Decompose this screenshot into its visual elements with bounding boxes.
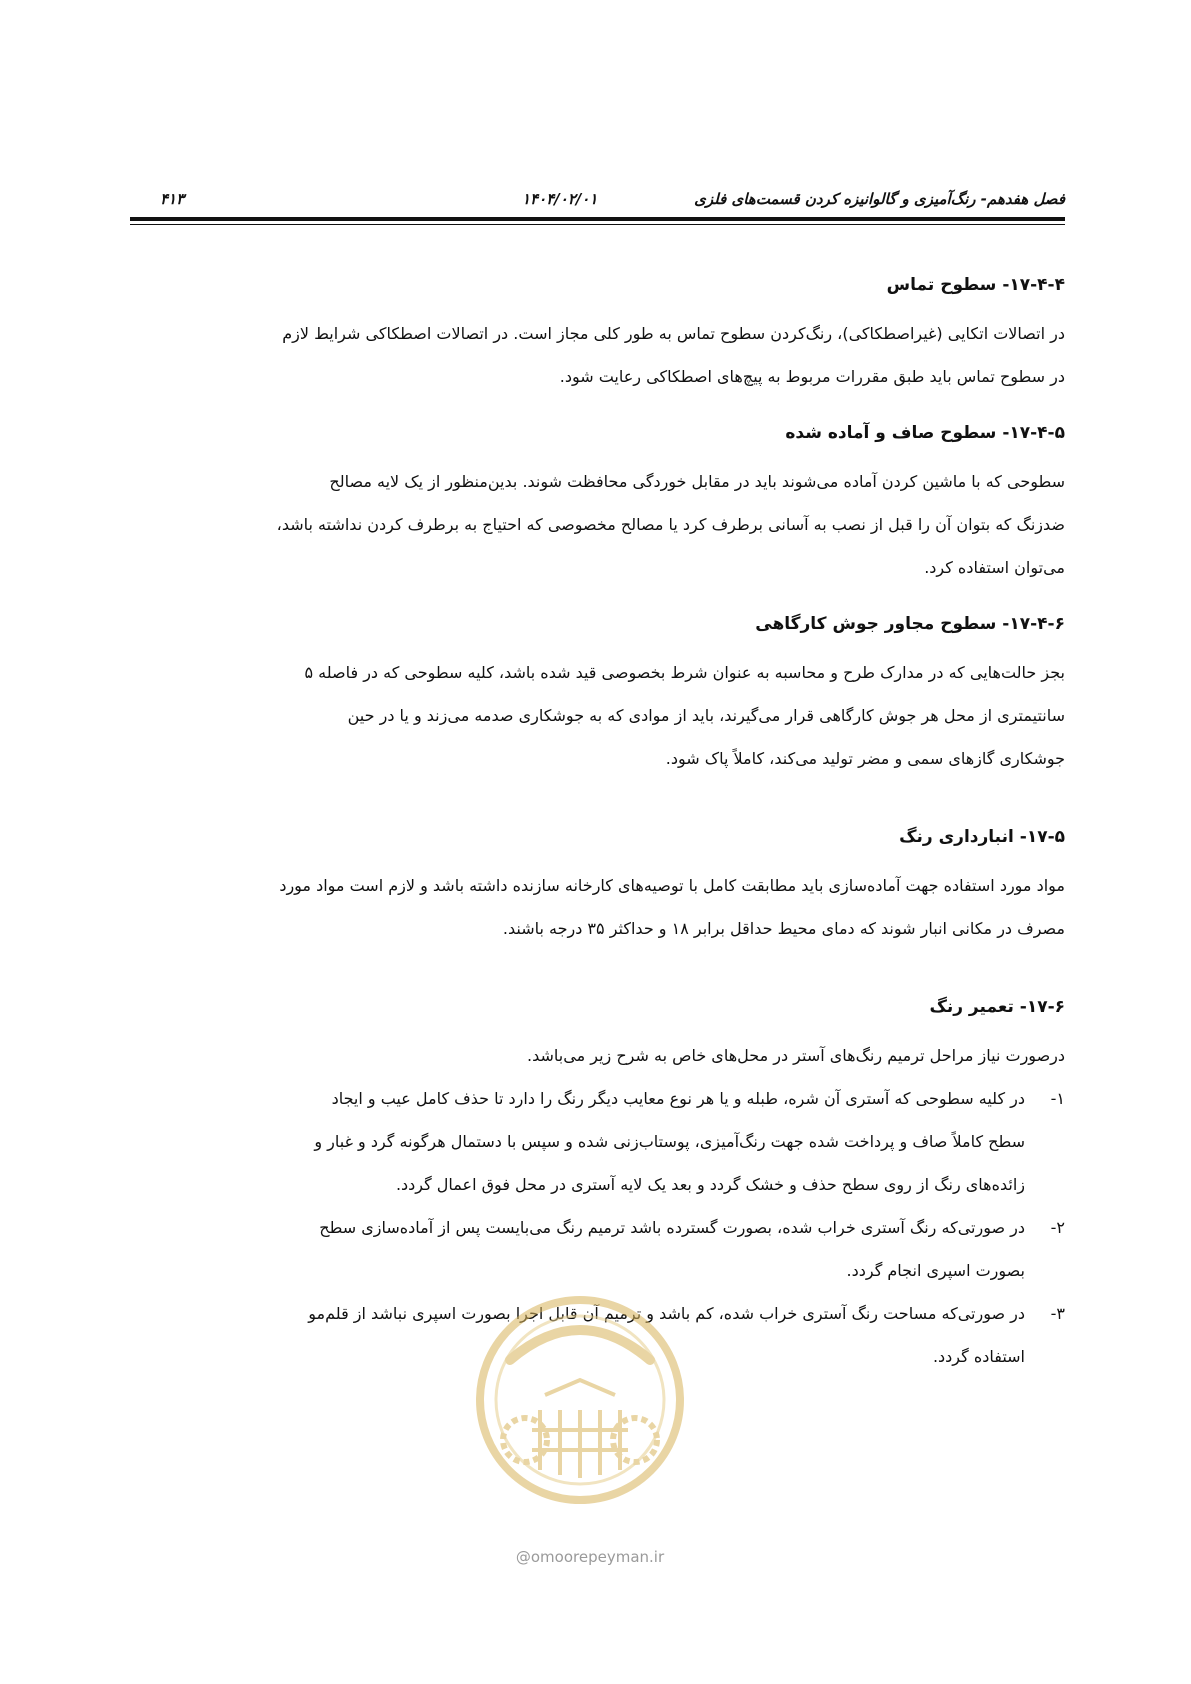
- list-item-line: در صورتی‌که مساحت رنگ آستری خراب شده، کم باشد و ترمیم آن قابل اجرا بصورت اسپری نباشد از قلم‌مو: [308, 1304, 1025, 1323]
- page-number: ۴۱۳: [160, 190, 185, 208]
- paragraph-line: بجز حالت‌هایی که در مدارک طرح و محاسبه به عنوان شرط بخصوصی قید شده باشد، کلیه سطوحی که در فاصله ۵: [304, 663, 1065, 682]
- paragraph-line: ضدزنگ که بتوان آن را قبل از نصب به آسانی برطرف کرد یا مصالح مخصوصی که احتیاج به برطرف کردن نداشته باشد،: [276, 515, 1065, 534]
- section-heading: ۱۷-۶- تعمیر رنگ: [929, 997, 1065, 1017]
- section-prepared-surfaces: [125, 418, 1065, 589]
- section-heading: ۱۷-۴-۵- سطوح صاف و آماده شده: [785, 423, 1065, 443]
- list-item-line: زائده‌های رنگ از روی سطح حذف و خشک گردد و بعد یک لایه آستری در محل فوق اعمال گردد.: [395, 1175, 1025, 1194]
- list-item-line: سطح کاملاً صاف و پرداخت شده جهت رنگ‌آمیزی، پوستاب‌زنی شده و سپس با دستمال هرگونه گرد و غبار و: [314, 1132, 1025, 1151]
- list-item: [125, 1292, 1065, 1378]
- paragraph-line: سطوحی که با ماشین کردن آماده می‌شوند باید در مقابل خوردگی محافظت شوند. بدین‌منظور از یک لایه مصالح: [329, 472, 1065, 491]
- paragraph-line: مواد مورد استفاده جهت آماده‌سازی باید مطابقت کامل با توصیه‌های کارخانه سازنده داشته باشد و لازم است مواد مورد: [279, 876, 1065, 895]
- repair-steps-list: [125, 1077, 1065, 1378]
- page-header: [130, 190, 1065, 212]
- list-item: [125, 1077, 1065, 1206]
- list-item: [125, 1206, 1065, 1292]
- paragraph-line: می‌توان استفاده کرد.: [924, 558, 1065, 577]
- paragraph-line: در سطوح تماس باید طبق مقررات مربوط به پیچ‌های اصطکاکی رعایت شود.: [559, 367, 1065, 386]
- list-item-line: بصورت اسپری انجام گردد.: [846, 1261, 1025, 1280]
- section-heading: ۱۷-۴-۴- سطوح تماس: [886, 275, 1065, 295]
- paragraph-line: سانتیمتری از محل هر جوش کارگاهی قرار می‌گیرند، باید از موادی که به جوشکاری صدمه می‌زند و یا در حین: [347, 706, 1065, 725]
- list-item-line: استفاده گردد.: [932, 1347, 1025, 1366]
- page-body: [125, 270, 1065, 1378]
- chapter-title: فصل هفدهم- رنگ‌آمیزی و گالوانیزه کردن قسمت‌های فلزی: [694, 190, 1065, 208]
- section-heading: ۱۷-۵- انبارداری رنگ: [899, 827, 1065, 847]
- watermark-url: @omoorepeyman.ir: [515, 1548, 665, 1566]
- list-item-line: در کلیه سطوحی که آستری آن شره، طبله و یا هر نوع معایب دیگر رنگ را دارد تا حذف کامل عیب و ایجاد: [331, 1089, 1025, 1108]
- section-field-weld-surfaces: [125, 609, 1065, 780]
- list-item-number: ۱-: [1050, 1089, 1065, 1108]
- header-rule-thick: [130, 217, 1065, 221]
- list-item-number: ۳-: [1050, 1304, 1065, 1323]
- paragraph-line: جوشکاری گازهای سمی و مضر تولید می‌کند، کاملاً پاک شود.: [665, 749, 1065, 768]
- list-item-line: در صورتی‌که رنگ آستری خراب شده، بصورت گسترده باشد ترمیم رنگ می‌بایست پس از آماده‌سازی سطح: [319, 1218, 1025, 1237]
- section-intro: درصورت نیاز مراحل ترمیم رنگ‌های آستر در محل‌های خاص به شرح زیر می‌باشد.: [527, 1046, 1065, 1065]
- section-heading: ۱۷-۴-۶- سطوح مجاور جوش کارگاهی: [755, 614, 1065, 634]
- header-rule-thin: [130, 224, 1065, 225]
- paragraph-line: در اتصالات اتکایی (غیراصطکاکی)، رنگ‌کردن سطوح تماس به طور کلی مجاز است. در اتصالات اصطکاکی شرایط لازم: [282, 324, 1065, 343]
- header-date: ۱۴۰۴/۰۲/۰۱: [522, 190, 598, 208]
- list-item-number: ۲-: [1050, 1218, 1065, 1237]
- paragraph-line: مصرف در مکانی انبار شوند که دمای محیط حداقل برابر ۱۸ و حداکثر ۳۵ درجه باشند.: [502, 919, 1065, 938]
- section-paint-storage: [125, 822, 1065, 950]
- section-contact-surfaces: [125, 270, 1065, 398]
- section-paint-repair: [125, 992, 1065, 1378]
